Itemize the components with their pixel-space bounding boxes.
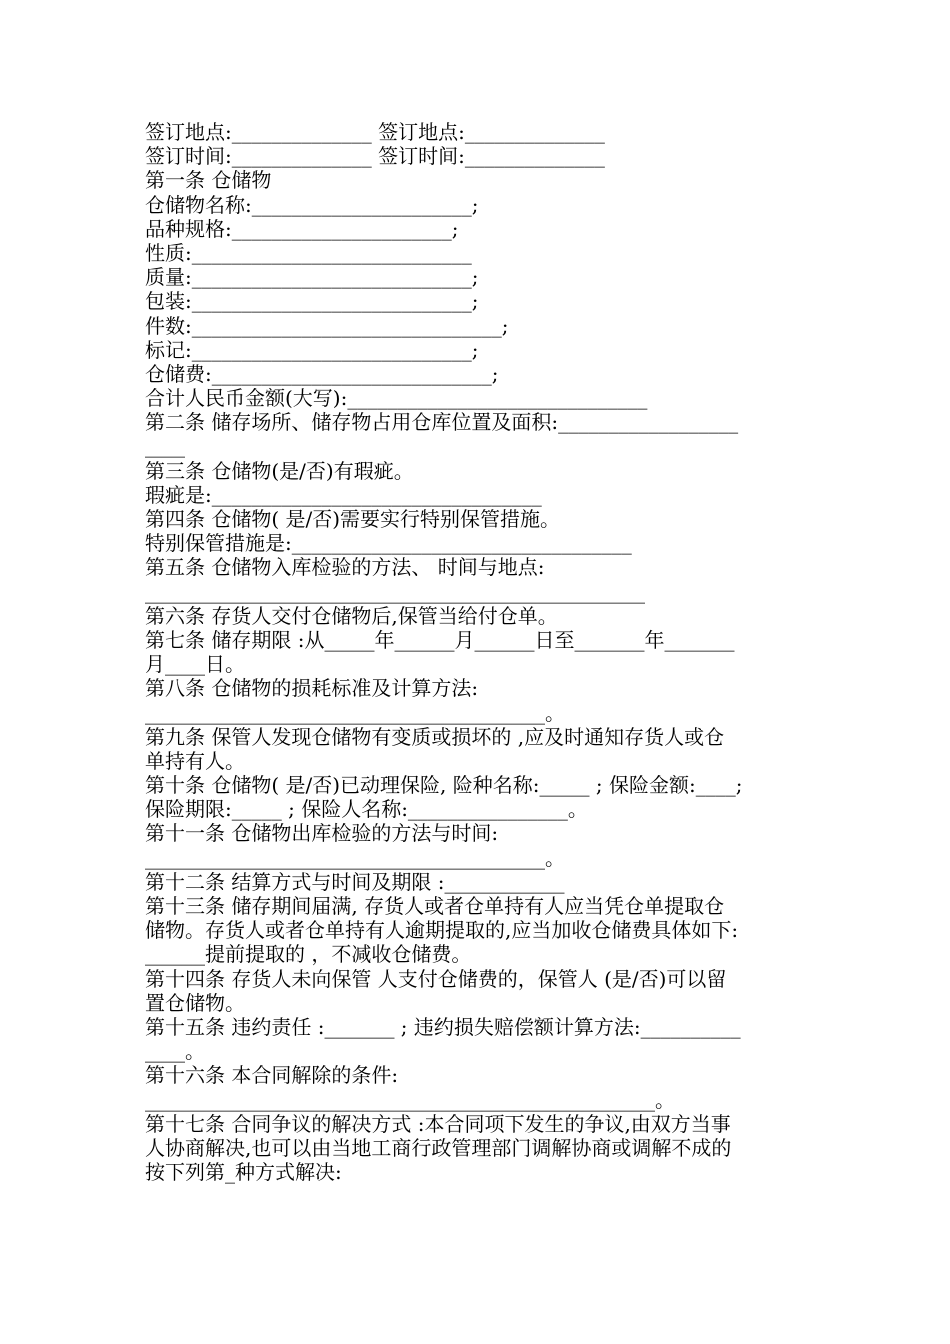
marking-line: 标记:____________________________;	[145, 337, 479, 362]
article-2-line-1: 第二条 储存场所、储存物占用仓库位置及面积:__________________	[145, 410, 739, 435]
article-12-line: 第十二条 结算方式与时间及期限 :____________	[145, 869, 565, 894]
article-15-line-1: 第十五条 违约责任 :_______ ; 违约损失赔偿额计算方法:__________	[145, 1014, 741, 1039]
article-13-line-1: 第十三条 储存期间届满, 存货人或者仓单持有人应当凭仓单提取仓	[145, 894, 725, 918]
article-9-line-2: 单持有人。	[145, 748, 245, 773]
signing-time-line: 签订时间:______________ 签订时间:______________	[145, 144, 605, 169]
article-8-blank: ________________________________________。	[145, 700, 565, 725]
article-5-blank: __________________________________________________	[145, 579, 645, 604]
article-17-line-1: 第十七条 合同争议的解决方式 :本合同项下发生的争议,由双方当事	[145, 1111, 731, 1136]
article-5-heading: 第五条 仓储物入库检验的方法、 时间与地点:	[145, 555, 545, 580]
article-7-line-2: 月____日。	[145, 652, 245, 677]
article-8-heading: 第八条 仓储物的损耗标准及计算方法:	[145, 676, 479, 701]
total-amount-line: 合计人民币金额(大写):______________________________	[145, 386, 648, 411]
article-6-line: 第六条 存货人交付仓储物后,保管当给付仓单。	[145, 603, 558, 628]
article-7-line-1: 第七条 储存期限 :从_____年______月______日至_______年_______	[145, 627, 735, 652]
article-9-line-1: 第九条 保管人发现仓储物有变质或损坏的 ,应及时通知存货人或仓	[145, 724, 725, 749]
article-17-line-2: 人协商解决,也可以由当地工商行政管理部门调解协商或调解不成的	[145, 1135, 732, 1160]
packaging-line: 包装:____________________________;	[145, 289, 479, 314]
article-11-heading: 第十一条 仓储物出库检验的方法与时间:	[145, 821, 499, 846]
article-16-blank: ___________________________________________________。	[145, 1087, 675, 1112]
signing-place-line: 签订地点:______________ 签订地点:______________	[145, 120, 605, 144]
article-15-line-2: ____。	[145, 1039, 205, 1064]
article-13-line-3: ______提前提取的 ，不减收仓储费。	[145, 942, 472, 967]
special-measures-line: 特别保管措施是:__________________________________	[145, 531, 632, 556]
article-14-line-1: 第十四条 存货人未向保管 人支付仓储费的，保管人 (是/否)可以留	[145, 966, 727, 991]
quantity-line: 件数:_______________________________;	[145, 313, 509, 338]
article-3-heading: 第三条 仓储物(是/否)有瑕疵。	[145, 458, 414, 483]
defect-line: 瑕疵是:_________________________________	[145, 482, 542, 507]
quality-line: 质量:____________________________;	[145, 265, 479, 290]
nature-line: 性质:____________________________	[145, 240, 472, 265]
contract-page	[145, 120, 810, 1184]
article-13-line-2: 储物。存货人或者仓单持有人逾期提取的,应当加收仓储费具体如下:	[145, 918, 739, 943]
article-4-heading: 第四条 仓储物( 是/否)需要实行特别保管措施。	[145, 507, 561, 531]
article-1-heading: 第一条 仓储物	[145, 168, 272, 193]
article-17-line-3: 按下列第_种方式解决:	[145, 1160, 342, 1185]
goods-name-line: 仓储物名称:______________________;	[145, 192, 479, 217]
variety-spec-line: 品种规格:______________________;	[145, 216, 459, 241]
article-14-line-2: 置仓储物。	[145, 990, 245, 1015]
article-16-heading: 第十六条 本合同解除的条件:	[145, 1063, 399, 1088]
article-10-line-2: 保险期限:_____ ; 保险人名称:________________。	[145, 797, 588, 822]
article-2-line-2: ____	[145, 434, 185, 459]
storage-fee-line: 仓储费:____________________________;	[145, 361, 499, 386]
article-10-line-1: 第十条 仓储物( 是/否)已动理保险, 险种名称:_____ ; 保险金额:____;	[145, 773, 743, 798]
article-11-blank: ________________________________________。	[145, 845, 565, 870]
